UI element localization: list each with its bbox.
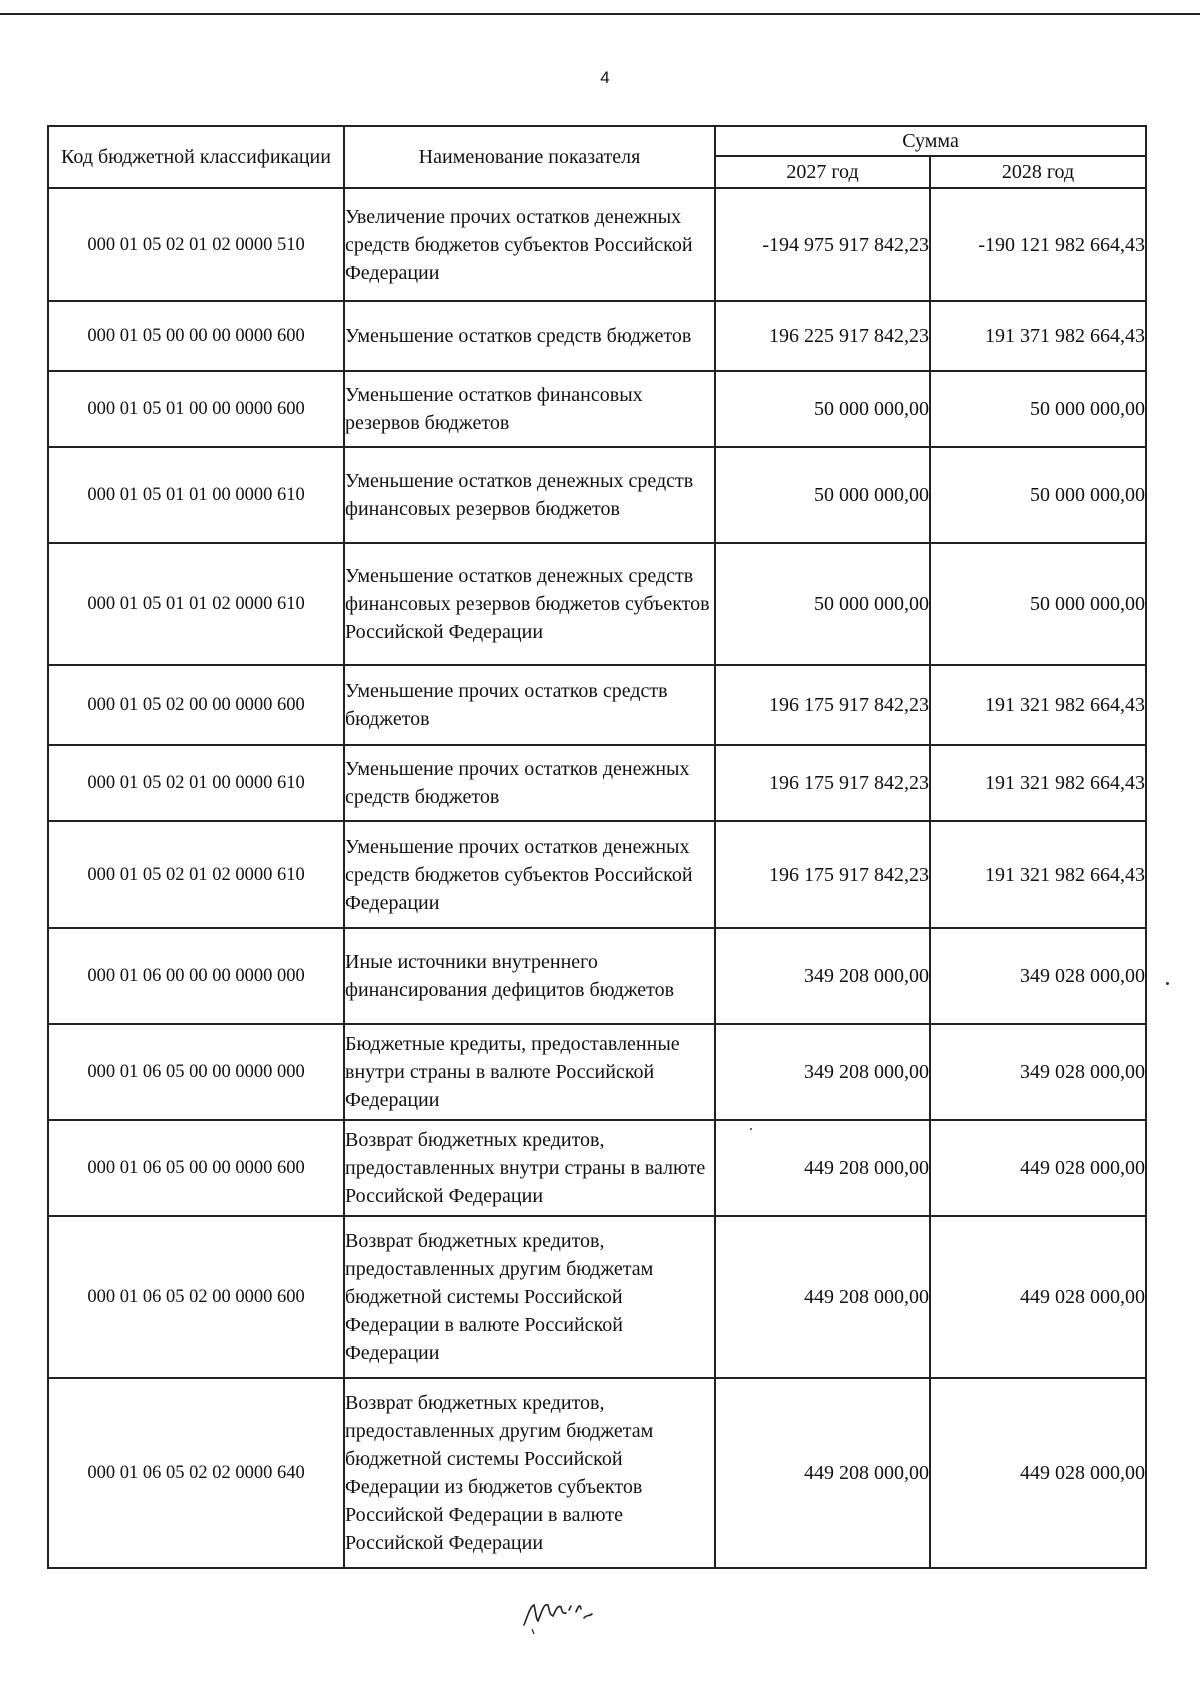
indicator-name-cell: Возврат бюджетных кредитов, предоставленных другим бюджетам бюджетной системы Российской Федерации из бюджетов субъектов Российской Федерации в валюте Российской Федерации <box>344 1378 715 1568</box>
amount-2028-cell: 50 000 000,00 <box>930 371 1146 447</box>
table-row <box>48 1120 1146 1216</box>
amount-2028-cell: 449 028 000,00 <box>930 1216 1146 1378</box>
indicator-name-cell: Уменьшение остатков финансовых резервов бюджетов <box>344 371 715 447</box>
budget-code-cell: 000 01 06 05 02 00 0000 600 <box>48 1216 344 1378</box>
header-sum: Сумма <box>715 126 1146 156</box>
scan-speck <box>1166 982 1169 985</box>
budget-code-cell: 000 01 05 01 01 02 0000 610 <box>48 543 344 665</box>
amount-2027-cell: 349 208 000,00 <box>715 1024 930 1120</box>
indicator-name-cell: Уменьшение прочих остатков денежных средств бюджетов субъектов Российской Федерации <box>344 821 715 928</box>
page-number: 4 <box>600 68 610 87</box>
amount-2028-cell: 349 028 000,00 <box>930 928 1146 1024</box>
budget-code-cell: 000 01 06 05 00 00 0000 000 <box>48 1024 344 1120</box>
table-row <box>48 301 1146 371</box>
amount-2028-cell: 191 321 982 664,43 <box>930 745 1146 821</box>
budget-code-cell: 000 01 05 01 00 00 0000 600 <box>48 371 344 447</box>
amount-2028-cell: 191 321 982 664,43 <box>930 665 1146 745</box>
top-rule <box>0 13 1200 15</box>
table-row <box>48 1024 1146 1120</box>
budget-code-cell: 000 01 05 00 00 00 0000 600 <box>48 301 344 371</box>
header-year-2027: 2027 год <box>715 156 930 188</box>
indicator-name-cell: Возврат бюджетных кредитов, предоставленных другим бюджетам бюджетной системы Российской Федерации в валюте Российской Федерации <box>344 1216 715 1378</box>
budget-code-cell: 000 01 05 02 01 02 0000 510 <box>48 188 344 301</box>
header-year-2028: 2028 год <box>930 156 1146 188</box>
header-name: Наименование показателя <box>344 126 715 188</box>
table-row <box>48 543 1146 665</box>
amount-2027-cell: 449 208 000,00 <box>715 1216 930 1378</box>
scan-speck <box>750 1128 752 1130</box>
amount-2027-cell: 50 000 000,00 <box>715 371 930 447</box>
indicator-name-cell: Уменьшение остатков денежных средств финансовых резервов бюджетов <box>344 447 715 543</box>
budget-code-cell: 000 01 06 00 00 00 0000 000 <box>48 928 344 1024</box>
amount-2027-cell: 449 208 000,00 <box>715 1378 930 1568</box>
table-row <box>48 371 1146 447</box>
amount-2028-cell: 349 028 000,00 <box>930 1024 1146 1120</box>
budget-code-cell: 000 01 05 02 00 00 0000 600 <box>48 665 344 745</box>
header-code: Код бюджетной классификации <box>48 126 344 188</box>
amount-2028-cell: 50 000 000,00 <box>930 447 1146 543</box>
indicator-name-cell: Уменьшение остатков денежных средств финансовых резервов бюджетов субъектов Российской Федерации <box>344 543 715 665</box>
table-row <box>48 665 1146 745</box>
amount-2027-cell: 196 175 917 842,23 <box>715 821 930 928</box>
amount-2028-cell: 191 321 982 664,43 <box>930 821 1146 928</box>
amount-2027-cell: 50 000 000,00 <box>715 447 930 543</box>
amount-2027-cell: 196 225 917 842,23 <box>715 301 930 371</box>
amount-2028-cell: 449 028 000,00 <box>930 1378 1146 1568</box>
amount-2027-cell: -194 975 917 842,23 <box>715 188 930 301</box>
indicator-name-cell: Уменьшение остатков средств бюджетов <box>344 301 715 371</box>
budget-code-cell: 000 01 05 01 01 00 0000 610 <box>48 447 344 543</box>
indicator-name-cell: Уменьшение прочих остатков денежных средств бюджетов <box>344 745 715 821</box>
amount-2028-cell: 191 371 982 664,43 <box>930 301 1146 371</box>
amount-2028-cell: 449 028 000,00 <box>930 1120 1146 1216</box>
budget-code-cell: 000 01 05 02 01 02 0000 610 <box>48 821 344 928</box>
table-row <box>48 821 1146 928</box>
budget-code-cell: 000 01 05 02 01 00 0000 610 <box>48 745 344 821</box>
table-row <box>48 928 1146 1024</box>
indicator-name-cell: Увеличение прочих остатков денежных средств бюджетов субъектов Российской Федерации <box>344 188 715 301</box>
handwritten-signature <box>520 1585 620 1635</box>
amount-2027-cell: 50 000 000,00 <box>715 543 930 665</box>
amount-2028-cell: 50 000 000,00 <box>930 543 1146 665</box>
amount-2027-cell: 349 208 000,00 <box>715 928 930 1024</box>
indicator-name-cell: Бюджетные кредиты, предоставленные внутри страны в валюте Российской Федерации <box>344 1024 715 1120</box>
table-row <box>48 447 1146 543</box>
table-row <box>48 188 1146 301</box>
indicator-name-cell: Уменьшение прочих остатков средств бюджетов <box>344 665 715 745</box>
amount-2027-cell: 449 208 000,00 <box>715 1120 930 1216</box>
indicator-name-cell: Иные источники внутреннего финансирования дефицитов бюджетов <box>344 928 715 1024</box>
table-row <box>48 745 1146 821</box>
indicator-name-cell: Возврат бюджетных кредитов, предоставленных внутри страны в валюте Российской Федерации <box>344 1120 715 1216</box>
table-row <box>48 1216 1146 1378</box>
table-row <box>48 1378 1146 1568</box>
budget-code-cell: 000 01 06 05 00 00 0000 600 <box>48 1120 344 1216</box>
amount-2027-cell: 196 175 917 842,23 <box>715 665 930 745</box>
amount-2028-cell: -190 121 982 664,43 <box>930 188 1146 301</box>
amount-2027-cell: 196 175 917 842,23 <box>715 745 930 821</box>
budget-sources-table <box>47 125 1147 1569</box>
budget-code-cell: 000 01 06 05 02 02 0000 640 <box>48 1378 344 1568</box>
